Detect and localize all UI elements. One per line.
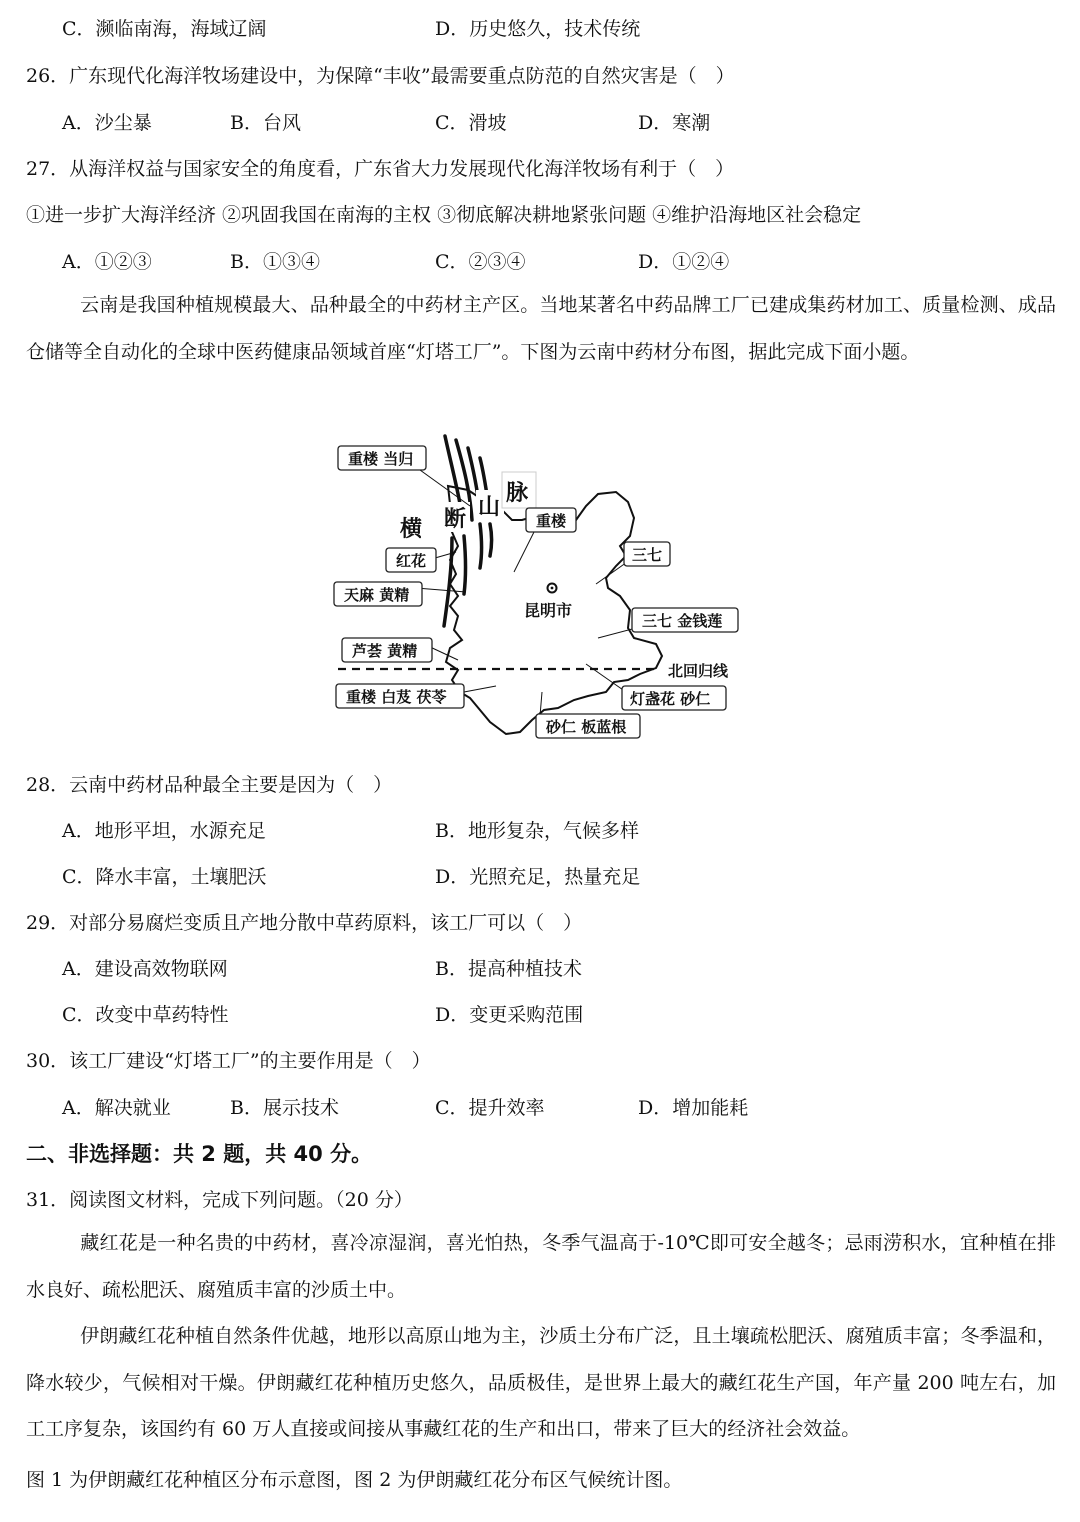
q31-paragraph-2-text: 伊朗藏红花种植自然条件优越，地形以高原山地为主，沙质土分布广泛，且土壤疏松肥沃、腐殖质丰富；冬季温和，降水较少，气候相对干燥。伊朗藏红花种植历史悠久，品质极佳，是世界上最大的藏红花生产国，年产量 200 吨左右，加工工序复杂，该国约有 60 万人直接或间接从事藏红花的生产和出口，带来了巨大的经济社会效益。: [26, 1325, 1056, 1440]
q26-option-a: A．沙尘暴: [62, 112, 152, 134]
q25-option-d: D．历史悠久，技术传统: [435, 18, 641, 40]
q27-stem: 27．从海洋权益与国家安全的角度看，广东省大力发展现代化海洋牧场有利于（ ）: [26, 158, 735, 180]
q29-option-a: A．建设高效物联网: [62, 958, 228, 980]
q28-option-d: D．光照充足，热量充足: [435, 866, 641, 888]
q30-option-a: A．解决就业: [62, 1097, 171, 1119]
mountain-char-shan: 山: [478, 495, 501, 520]
mountain-char-duan: 断: [444, 507, 467, 532]
q29-stem: 29．对部分易腐烂变质且产地分散中草药原料，该工厂可以（ ）: [26, 912, 583, 934]
q27-option-d: D．①②④: [638, 251, 730, 273]
q31-paragraph-1-text: 藏红花是一种名贵的中药材，喜冷凉湿润，喜光怕热，冬季气温高于-10℃即可安全越冬；忌雨涝积水，宜种植在排水良好、疏松肥沃、腐殖质丰富的沙质土中。: [26, 1232, 1056, 1301]
herb-label-4: 芦荟 黄精: [352, 642, 418, 660]
q27-option-a: A．①②③: [62, 251, 152, 273]
q28-option-c: C．降水丰富，土壤肥沃: [62, 866, 267, 888]
q29-option-d: D．变更采购范围: [435, 1004, 584, 1026]
q26-option-d: D．寒潮: [638, 112, 711, 134]
q28-stem: 28．云南中药材品种最全主要是因为（ ）: [26, 774, 393, 796]
q27-option-c: C．②③④: [435, 251, 526, 273]
kunming-city-label: 昆明市: [524, 601, 573, 620]
yunnan-herb-distribution-map: [330, 428, 750, 748]
q26-option-c: C．滑坡: [435, 112, 507, 134]
q28-option-a: A．地形平坦，水源充足: [62, 820, 266, 842]
mountain-char-heng: 横: [400, 517, 423, 542]
herb-label-8: 三七: [632, 546, 663, 564]
herb-label-6: 砂仁 板蓝根: [546, 718, 627, 736]
herb-label-3: 天麻 黄精: [344, 586, 410, 604]
q30-stem: 30．该工厂建设“灯塔工厂”的主要作用是（ ）: [26, 1050, 431, 1072]
q30-option-c: C．提升效率: [435, 1097, 545, 1119]
q31-paragraph-1: [26, 1220, 1056, 1313]
q27-items: ①进一步扩大海洋经济 ②巩固我国在南海的主权 ③彻底解决耕地紧张问题 ④维护沿海地区社会稳定: [26, 204, 862, 226]
q31-paragraph-2: [26, 1313, 1056, 1453]
q29-option-b: B．提高种植技术: [435, 958, 582, 980]
herb-label-7: 重楼: [536, 512, 567, 530]
q31-stem: 31．阅读图文材料，完成下列问题。（20 分）: [26, 1189, 413, 1211]
section-2-heading: 二、非选择题：共 2 题，共 40 分。: [26, 1142, 373, 1166]
q25-option-c: C．濒临南海，海域辽阔: [62, 18, 267, 40]
herb-label-2: 红花: [396, 552, 427, 570]
herb-label-10: 灯盏花 砂仁: [630, 690, 711, 708]
herb-label-9: 三七 金钱莲: [642, 612, 723, 630]
q27-option-b: B．①③④: [230, 251, 320, 273]
yunnan-material-paragraph: [26, 282, 1056, 375]
tropic-of-cancer-label: 北回归线: [668, 662, 729, 680]
q30-option-b: B．展示技术: [230, 1097, 339, 1119]
q28-option-b: B．地形复杂，气候多样: [435, 820, 639, 842]
q26-option-b: B．台风: [230, 112, 301, 134]
q29-option-c: C．改变中草药特性: [62, 1004, 229, 1026]
q31-figure-caption: 图 1 为伊朗藏红花种植区分布示意图，图 2 为伊朗藏红花分布区气候统计图。: [26, 1469, 683, 1491]
yunnan-material-text: 云南是我国种植规模最大、品种最全的中药材主产区。当地某著名中药品牌工厂已建成集药材加工、质量检测、成品仓储等全自动化的全球中医药健康品领域首座“灯塔工厂”。下图为云南中药材分布图，据此完成下面小题。: [26, 294, 1056, 363]
q30-option-d: D．增加能耗: [638, 1097, 749, 1119]
mountain-char-mai: 脉: [506, 481, 529, 506]
q26-stem: 26．广东现代化海洋牧场建设中，为保障“丰收”最需要重点防范的自然灾害是（ ）: [26, 65, 735, 87]
herb-label-1: 重楼 当归: [348, 450, 414, 468]
herb-label-5: 重楼 白芨 茯苓: [346, 688, 447, 706]
